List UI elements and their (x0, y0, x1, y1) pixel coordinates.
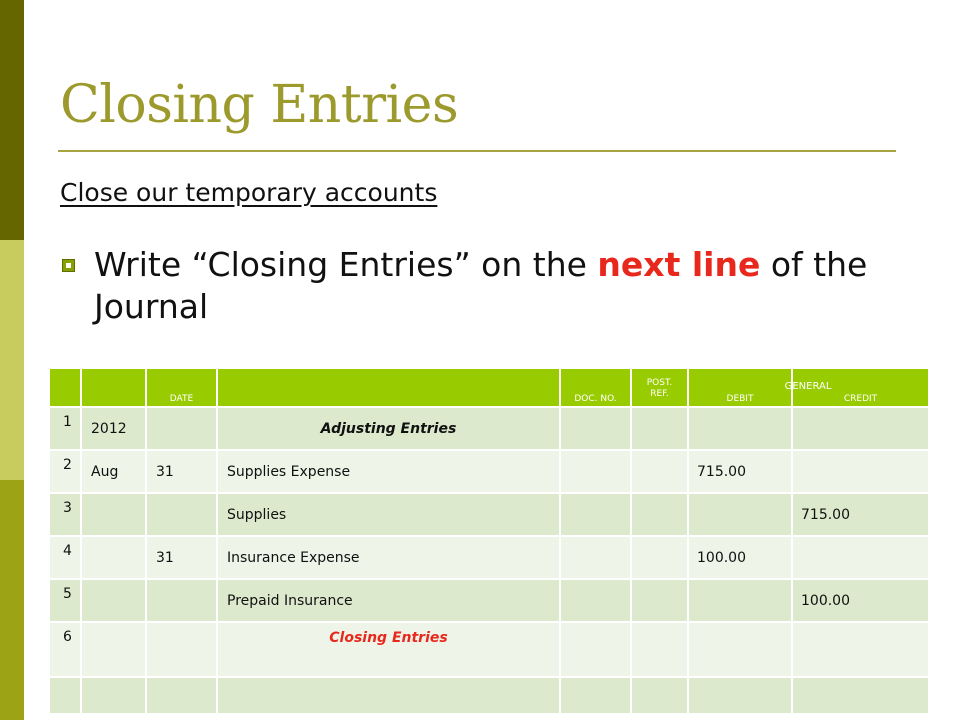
row-account (217, 677, 560, 714)
row-debit: 715.00 (688, 450, 792, 493)
left-stripe-bottom (0, 480, 24, 720)
row-number: 4 (49, 536, 81, 579)
journal-row (49, 450, 929, 493)
row-post-ref (631, 579, 688, 622)
row-day (146, 493, 217, 536)
row-debit (688, 677, 792, 714)
row-post-ref (631, 450, 688, 493)
header-post-label: POST. (646, 378, 673, 388)
header-post-ref (631, 368, 688, 407)
row-account: Insurance Expense (217, 536, 560, 579)
row-number: 3 (49, 493, 81, 536)
row-number: 6 (49, 622, 81, 677)
row-account: Closing Entries (217, 622, 560, 677)
bullet-text (94, 244, 914, 328)
row-debit (688, 493, 792, 536)
row-doc-no (560, 407, 631, 450)
header-account-title (217, 368, 560, 407)
bullet-text-after: of the Journal (94, 245, 868, 326)
header-general-label: GENERAL (784, 381, 832, 392)
journal-table (48, 367, 930, 715)
header-line-num (49, 368, 81, 407)
row-debit: 100.00 (688, 536, 792, 579)
row-account: Prepaid Insurance (217, 579, 560, 622)
row-month: Aug (81, 450, 146, 493)
row-account: Supplies Expense (217, 450, 560, 493)
row-doc-no (560, 677, 631, 714)
row-month: 2012 (81, 407, 146, 450)
bullet-text-before: Write “Closing Entries” on the (94, 245, 598, 284)
row-doc-no (560, 450, 631, 493)
row-day: 31 (146, 450, 217, 493)
row-credit (792, 450, 929, 493)
title-divider (58, 150, 896, 152)
row-day (146, 407, 217, 450)
row-post-ref (631, 677, 688, 714)
row-number: 5 (49, 579, 81, 622)
row-credit (792, 677, 929, 714)
header-date-month (81, 368, 146, 407)
row-doc-no (560, 493, 631, 536)
journal-row (49, 407, 929, 450)
journal-row (49, 536, 929, 579)
row-month (81, 579, 146, 622)
row-debit (688, 622, 792, 677)
row-doc-no (560, 536, 631, 579)
header-ref-label: REF. (650, 389, 669, 399)
slide-title: Closing Entries (60, 75, 459, 135)
row-debit (688, 407, 792, 450)
row-post-ref (631, 622, 688, 677)
row-post-ref (631, 407, 688, 450)
row-number: 2 (49, 450, 81, 493)
row-credit: 715.00 (792, 493, 929, 536)
row-day (146, 677, 217, 714)
left-stripe-middle (0, 240, 24, 480)
header-doc-no-label: DOC. NO. (574, 394, 617, 404)
row-day (146, 622, 217, 677)
journal-row (49, 622, 929, 677)
header-date-label: DATE (169, 394, 194, 404)
header-debit-label: DEBIT (726, 394, 754, 404)
journal-row (49, 493, 929, 536)
journal-row (49, 579, 929, 622)
left-stripe-top (0, 0, 24, 240)
row-day: 31 (146, 536, 217, 579)
row-debit (688, 579, 792, 622)
slide-subtitle: Close our temporary accounts (60, 178, 438, 207)
bullet-highlight: next line (597, 245, 761, 284)
header-date (146, 368, 217, 407)
row-post-ref (631, 536, 688, 579)
row-account: Supplies (217, 493, 560, 536)
row-credit: 100.00 (792, 579, 929, 622)
header-credit-label: CREDIT (843, 394, 878, 404)
row-month (81, 493, 146, 536)
row-account: Adjusting Entries (217, 407, 560, 450)
row-day (146, 579, 217, 622)
journal-row-empty (49, 677, 929, 714)
row-number (49, 677, 81, 714)
row-credit (792, 622, 929, 677)
row-credit (792, 536, 929, 579)
row-post-ref (631, 493, 688, 536)
row-month (81, 622, 146, 677)
row-month (81, 536, 146, 579)
row-number: 1 (49, 407, 81, 450)
row-month (81, 677, 146, 714)
header-doc-no (560, 368, 631, 407)
row-doc-no (560, 579, 631, 622)
row-credit (792, 407, 929, 450)
square-bullet-icon (62, 259, 75, 272)
row-doc-no (560, 622, 631, 677)
